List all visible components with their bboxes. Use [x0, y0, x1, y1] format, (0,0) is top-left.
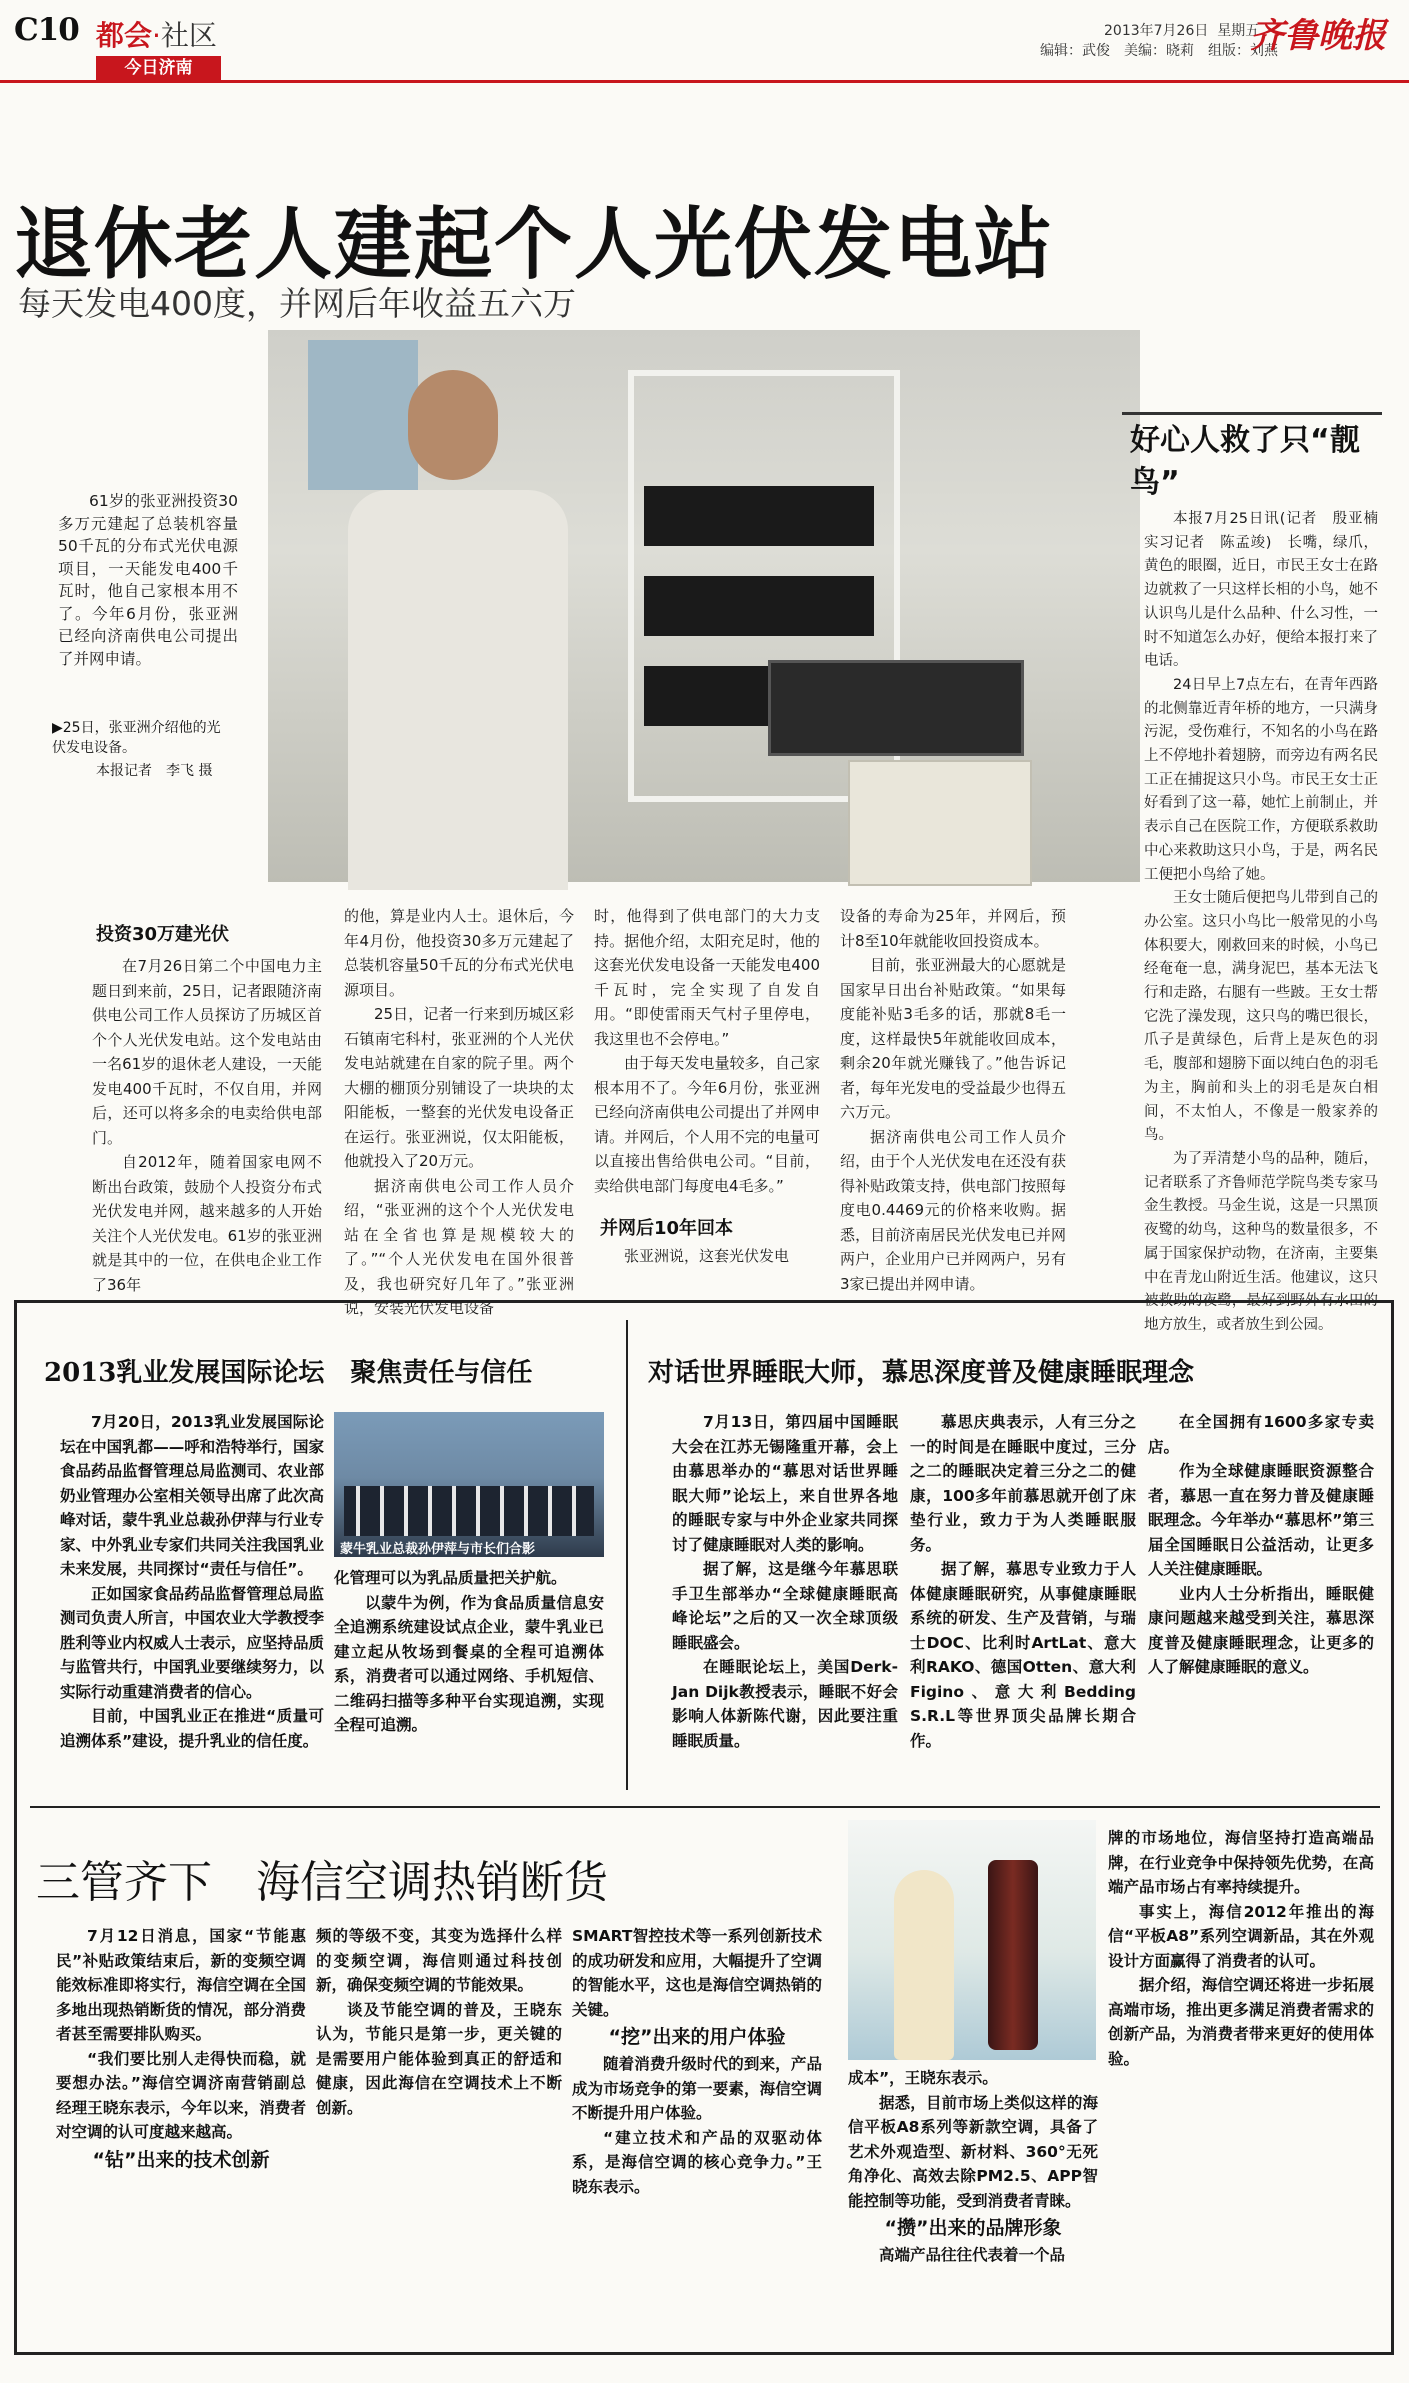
paragraph: 慕思庆典表示，人有三分之一的时间是在睡眠中度过，三分之二的睡眠决定着三分之二的健康，100多年前慕思就开创了床垫行业，致力于为人类睡眠服务。 [910, 1413, 1136, 1554]
subhead: 每天发电400度，并网后年收益五六万 [18, 284, 576, 323]
paragraph: 据济南供电公司工作人员介绍，由于个人光伏发电在还没有获得补贴政策支持，供电部门按照每度电0.4469元的价格来收购。据悉，目前济南居民光伏发电已并网两户，企业用户已并网两户，另有3家已提出并网申请。 [840, 1127, 1066, 1293]
main-col-4 [840, 904, 1066, 1293]
paragraph: 为了弄清楚小鸟的品种，随后，记者联系了齐鲁师范学院鸟类专家马金生教授。马金生说，这是一只黑顶夜鹭的幼鸟，这种鸟的数量很多，不属于国家保护动物，在济南，主要集中在青龙山附近生活。他建议，这只被救助的夜鹭，最好到野外有水田的地方放生，或者放生到公园。 [1144, 1150, 1378, 1333]
ad3-subheading-tech: “钻”出来的技术创新 [92, 2148, 270, 2171]
ad1-col-1 [60, 1410, 324, 1790]
paragraph: 张亚洲说，这套光伏发电 [624, 1247, 790, 1265]
section-heading-invest: 投资30万建光伏 [96, 924, 230, 945]
paragraph: 牌的市场地位，海信坚持打造高端品牌，在行业竞争中保持领先优势，在高端产品市场占有率持续提升。 [1108, 1829, 1374, 1896]
photo-credit: 本报记者 李飞 摄 [96, 763, 213, 779]
paragraph: 目前，张亚洲最大的心愿就是国家早日出台补贴政策。“如果每度能补贴3毛多的话，那就8毛一度，这样最快5年就能收回成本，剩余20年就光赚钱了。”他告诉记者，每年光发电的受益最少也得五六万元。 [840, 956, 1066, 1121]
paragraph: 事实上，海信2012年推出的海信“平板A8”系列空调新品，其在外观设计方面赢得了消费者的认可。 [1108, 1902, 1374, 1970]
paragraph: 化管理可以为乳品质量把关护航。 [334, 1569, 567, 1587]
ad3-aircon-unit [988, 1860, 1038, 2050]
main-col-3 [594, 904, 820, 1204]
ad-divider-vertical [626, 1320, 628, 1790]
column-tag: 今日济南 [96, 56, 221, 81]
header-rule [0, 80, 1409, 83]
photo-person [328, 370, 588, 882]
paragraph: 频的等级不变，其变为选择什么样的变频空调，海信则通过科技创新，确保变频空调的节能效果。 [316, 1927, 562, 1994]
section-heading-grid: 并网后10年回本 [600, 1218, 734, 1239]
paragraph: 高端产品往往代表着一个品 [879, 2246, 1066, 2264]
ad3-model [894, 1870, 954, 2060]
ad3-col-3 [572, 1924, 822, 2344]
ad3-subheading-user: “挖”出来的用户体验 [608, 2026, 786, 2048]
paragraph: 在7月26日第二个中国电力主题日到来前，25日，记者跟随济南供电公司工作人员探访了历城区首个个人光伏发电站。这个发电站由一名61岁的退休老人建设，一天能发电400千瓦时，不仅自用，并网后，还可以将多余的电卖给供电部门。 [92, 957, 322, 1147]
ad3-col-1 [56, 1924, 306, 2344]
paragraph: SMART智控技术等一系列创新技术的成功研发和应用，大幅提升了空调的智能水平，这也是海信空调热销的关键。 [572, 1927, 822, 2019]
paragraph: “我们要比别人走得快而稳，就要想办法。”海信空调济南营销副总经理王晓东表示，今年以来，消费者对空调的认可度越来越高。 [56, 2049, 306, 2141]
photo-cabinet [848, 760, 1032, 886]
section-title [96, 14, 217, 54]
date: 2013年7月26日 [1104, 23, 1209, 39]
headline: 退休老人建起个人光伏发电站 [14, 199, 1055, 290]
section-main: 都会 [96, 19, 153, 52]
news-photo [268, 330, 1140, 882]
paragraph: 王女士随后便把鸟儿带到自己的办公室。这只小鸟比一般常见的小鸟体积要大，刚救回来的时候，小鸟已经奄奄一息，满身泥巴，基本无法飞行和走路，右腿有一些跛。王女士帮它洗了澡发现，这只鸟的嘴巴很长，爪子是黄绿色，后背上是灰色的羽毛，腹部和翅膀下面以纯白色的羽毛为主，胸前和头上的羽毛是灰白相间，不太怕人，不像是一般家养的鸟。 [1144, 890, 1378, 1144]
intro-caption [58, 490, 238, 670]
ad2-col-1 [672, 1410, 898, 1790]
ad2-col-3 [1148, 1410, 1374, 1790]
header-credits: 编辑：武俊 美编：晓莉 组版：刘燕 [1040, 43, 1278, 59]
ad2-title: 对话世界睡眠大师，慕思深度普及健康睡眠理念 [648, 1358, 1195, 1388]
paragraph: 7月12日消息，国家“节能惠民”补贴政策结束后，新的变频空调能效标准即将实行，海信空调在全国多地出现热销断货的情况，部分消费者甚至需要排队购买。 [56, 1927, 306, 2043]
side-rule [1122, 412, 1382, 415]
page-number: C10 [14, 12, 79, 48]
side-headline: 好心人救了只“靓鸟” [1130, 423, 1360, 500]
ad3-photo [848, 1820, 1096, 2060]
paragraph: 设备的寿命为25年，并网后，预计8至10年就能收回投资成本。 [840, 907, 1066, 950]
paragraph: 随着消费升级时代的到来，产品成为市场竞争的第一要素，海信空调不断提升用户体验。 [572, 2055, 822, 2122]
ad1-photo-caption: 蒙牛乳业总裁孙伊萍与市长们合影 [340, 1542, 536, 1557]
paper-logo: 齐鲁晚报 [1250, 16, 1386, 56]
ad1-col-2 [334, 1566, 604, 1790]
paragraph: “建立技术和产品的双驱动体系，是海信空调的核心竞争力。”王晓东表示。 [572, 2128, 822, 2196]
paragraph: 正如国家食品药品监督管理总局监测司负责人所言，中国农业大学教授李胜利等业内权威人士表示，应坚持品质与监管共行，中国乳业要继续努力，以实际行动重建消费者的信心。 [60, 1584, 324, 1701]
section-dot: · [152, 19, 161, 52]
paragraph: 据了解，慕思专业致力于人体健康睡眠研究，从事健康睡眠系统的研发、生产及营销，与瑞士DOC、比利时ArtLat、意大利RAKO、德国Otten、意大利Figino、意大利Bedding S.R.L等世界顶尖品牌长期合作。 [910, 1560, 1136, 1750]
section-sub: 社区 [160, 19, 217, 52]
ad3-title: 三管齐下 海信空调热销断货 [36, 1857, 608, 1908]
main-col-2 [344, 904, 574, 1317]
paragraph: 据了解，这是继今年慕思联手卫生部举办“全球健康睡眠高峰论坛”之后的又一次全球顶级睡眠盛会。 [672, 1560, 898, 1652]
header-date [1104, 20, 1259, 40]
photo-caption: ▶25日，张亚洲介绍他的光伏发电设备。 [52, 720, 221, 756]
paragraph: 作为全球健康睡眠资源整合者，慕思一直在努力普及健康睡眠理念。今年举办“慕思杯”第三届全国睡眠日公益活动，让更多人关注健康睡眠。 [1148, 1462, 1374, 1578]
paragraph: 据悉，目前市场上类似这样的海信平板A8系列等新款空调，具备了艺术外观造型、新材料、360°无死角净化、高效去除PM2.5、APP智能控制等功能，受到消费者青睐。 [848, 2093, 1098, 2210]
ad3-col-5 [1108, 1826, 1374, 2344]
side-body [1144, 508, 1393, 1333]
paragraph: 24日早上7点左右，在青年西路的北侧靠近青年桥的地方，一只满身污泥，受伤难行，不知名的小鸟在路上不停地扑着翅膀，而旁边有两名民工正在捕捉这只小鸟。市民王女士正好看到了这一幕，她忙上前制止，并表示自己在医院工作，方便联系救助中心来救助这只小鸟，于是，两名民工便把小鸟给了她。 [1144, 676, 1378, 883]
ad3-col-4 [848, 2066, 1098, 2344]
ad3-subheading-brand: “攒”出来的品牌形象 [884, 2217, 1062, 2239]
paragraph: 目前，中国乳业正在推进“质量可追溯体系”建设，提升乳业的信任度。 [60, 1707, 324, 1750]
photo-inverter [768, 660, 1024, 756]
paragraph: 25日，记者一行来到历城区彩石镇南宅科村，张亚洲的个人光伏发电站就建在自家的院子里。两个大棚的棚顶分别铺设了一块块的太阳能板，一整套的光伏发电设备正在运行。张亚洲说，仅太阳能板，他就投入了20万元。 [344, 1005, 574, 1170]
main-col-1 [92, 954, 322, 1294]
paragraph: 由于每天发电量较多，自己家根本用不了。今年6月份，张亚洲已经向济南供电公司提出了并网申请。并网后，个人用不完的电量可以直接出售给供电公司。“目前，卖给供电部门每度电4毛多。” [594, 1054, 820, 1195]
paragraph: 自2012年，随着国家电网不断出台政策，鼓励个人投资分布式光伏发电并网，越来越多的人开始关注个人光伏发电。61岁的张亚洲就是其中的一位，在供电企业工作了36年 [92, 1153, 322, 1294]
paragraph: 时，他得到了供电部门的大力支持。据他介绍，太阳充足时，他的这套光伏发电设备一天能发电400千瓦时，完全实现了自发自用。“即使雷雨天气村子里停电，我这里也不会停电。” [594, 907, 820, 1048]
paragraph: 7月13日，第四届中国睡眠大会在江苏无锡隆重开幕，会上由慕思举办的“慕思对话世界睡眠大师”论坛上，来自世界各地的睡眠专家与中外企业家共同探讨了健康睡眠对人类的影响。 [672, 1413, 898, 1554]
paragraph: 谈及节能空调的普及，王晓东认为，节能只是第一步，更关键的是需要用户能体验到真正的舒适和健康，因此海信在空调技术上不断创新。 [316, 2000, 562, 2117]
paragraph: 在睡眠论坛上，美国Derk-Jan Dijk教授表示，睡眠不好会影响人体新陈代谢，因此要注重睡眠质量。 [672, 1658, 898, 1750]
intro-text: 61岁的张亚洲投资30多万元建起了总装机容量50千瓦的分布式光伏电源项目，一天能发电400千瓦时，他自己家根本用不了。今年6月份，张亚洲已经向济南供电公司提出了并网申请。 [58, 492, 238, 668]
ad1-photo [334, 1412, 604, 1557]
paragraph: 业内人士分析指出，睡眠健康问题越来越受到关注，慕思深度普及健康睡眠理念，让更多的人了解健康睡眠的意义。 [1148, 1584, 1374, 1676]
paragraph: 7月20日，2013乳业发展国际论坛在中国乳都——呼和浩特举行，国家食品药品监督管理总局监测司、农业部奶业管理办公室相关领导出席了此次高峰对话，蒙牛乳业总裁孙伊萍与行业专家、中外乳业专家们共同关注我国乳业未来发展，共同探讨“责任与信任”。 [60, 1413, 324, 1578]
paragraph: 本报7月25日讯(记者 殷亚楠 实习记者 陈孟竣) 长嘴，绿爪，黄色的眼圈，近日，市民王女士在路边就救了一只这样长相的小鸟，她不认识鸟儿是什么品种、什么习性，一时不知道怎么办好，便给本报打来了电话。 [1144, 511, 1393, 670]
ad1-title: 2013乳业发展国际论坛 聚焦责任与信任 [44, 1358, 533, 1388]
main-col-3-tail [594, 1244, 820, 1270]
ad3-col-2 [316, 1924, 562, 2344]
paragraph: 以蒙牛为例，作为食品质量信息安全追溯系统建设试点企业，蒙牛乳业已建立起从牧场到餐桌的全程可追溯体系，消费者可以通过网络、手机短信、二维码扫描等多种平台实现追溯，实现全程可追溯。 [334, 1593, 604, 1734]
weekday: 星期五 [1217, 23, 1260, 39]
paragraph: 在全国拥有1600多家专卖店。 [1148, 1413, 1374, 1456]
paragraph: 成本”，王晓东表示。 [848, 2069, 998, 2087]
paragraph: 据济南供电公司工作人员介绍，“张亚洲的这个个人光伏发电站在全省也算是规模较大的了。”“个人光伏发电在国外很普及，我也研究好几年了。”张亚洲说，安装光伏发电设备 [344, 1176, 574, 1317]
paragraph: 据介绍，海信空调还将进一步拓展高端市场，推出更多满足消费者需求的创新产品，为消费者带来更好的使用体验。 [1108, 1976, 1374, 2068]
paragraph: 的他，算是业内人士。退休后，今年4月份，他投资30多万元建起了总装机容量50千瓦的分布式光伏电源项目。 [344, 907, 574, 999]
ad-divider-horizontal [30, 1806, 1380, 1808]
ad2-col-2 [910, 1410, 1136, 1790]
